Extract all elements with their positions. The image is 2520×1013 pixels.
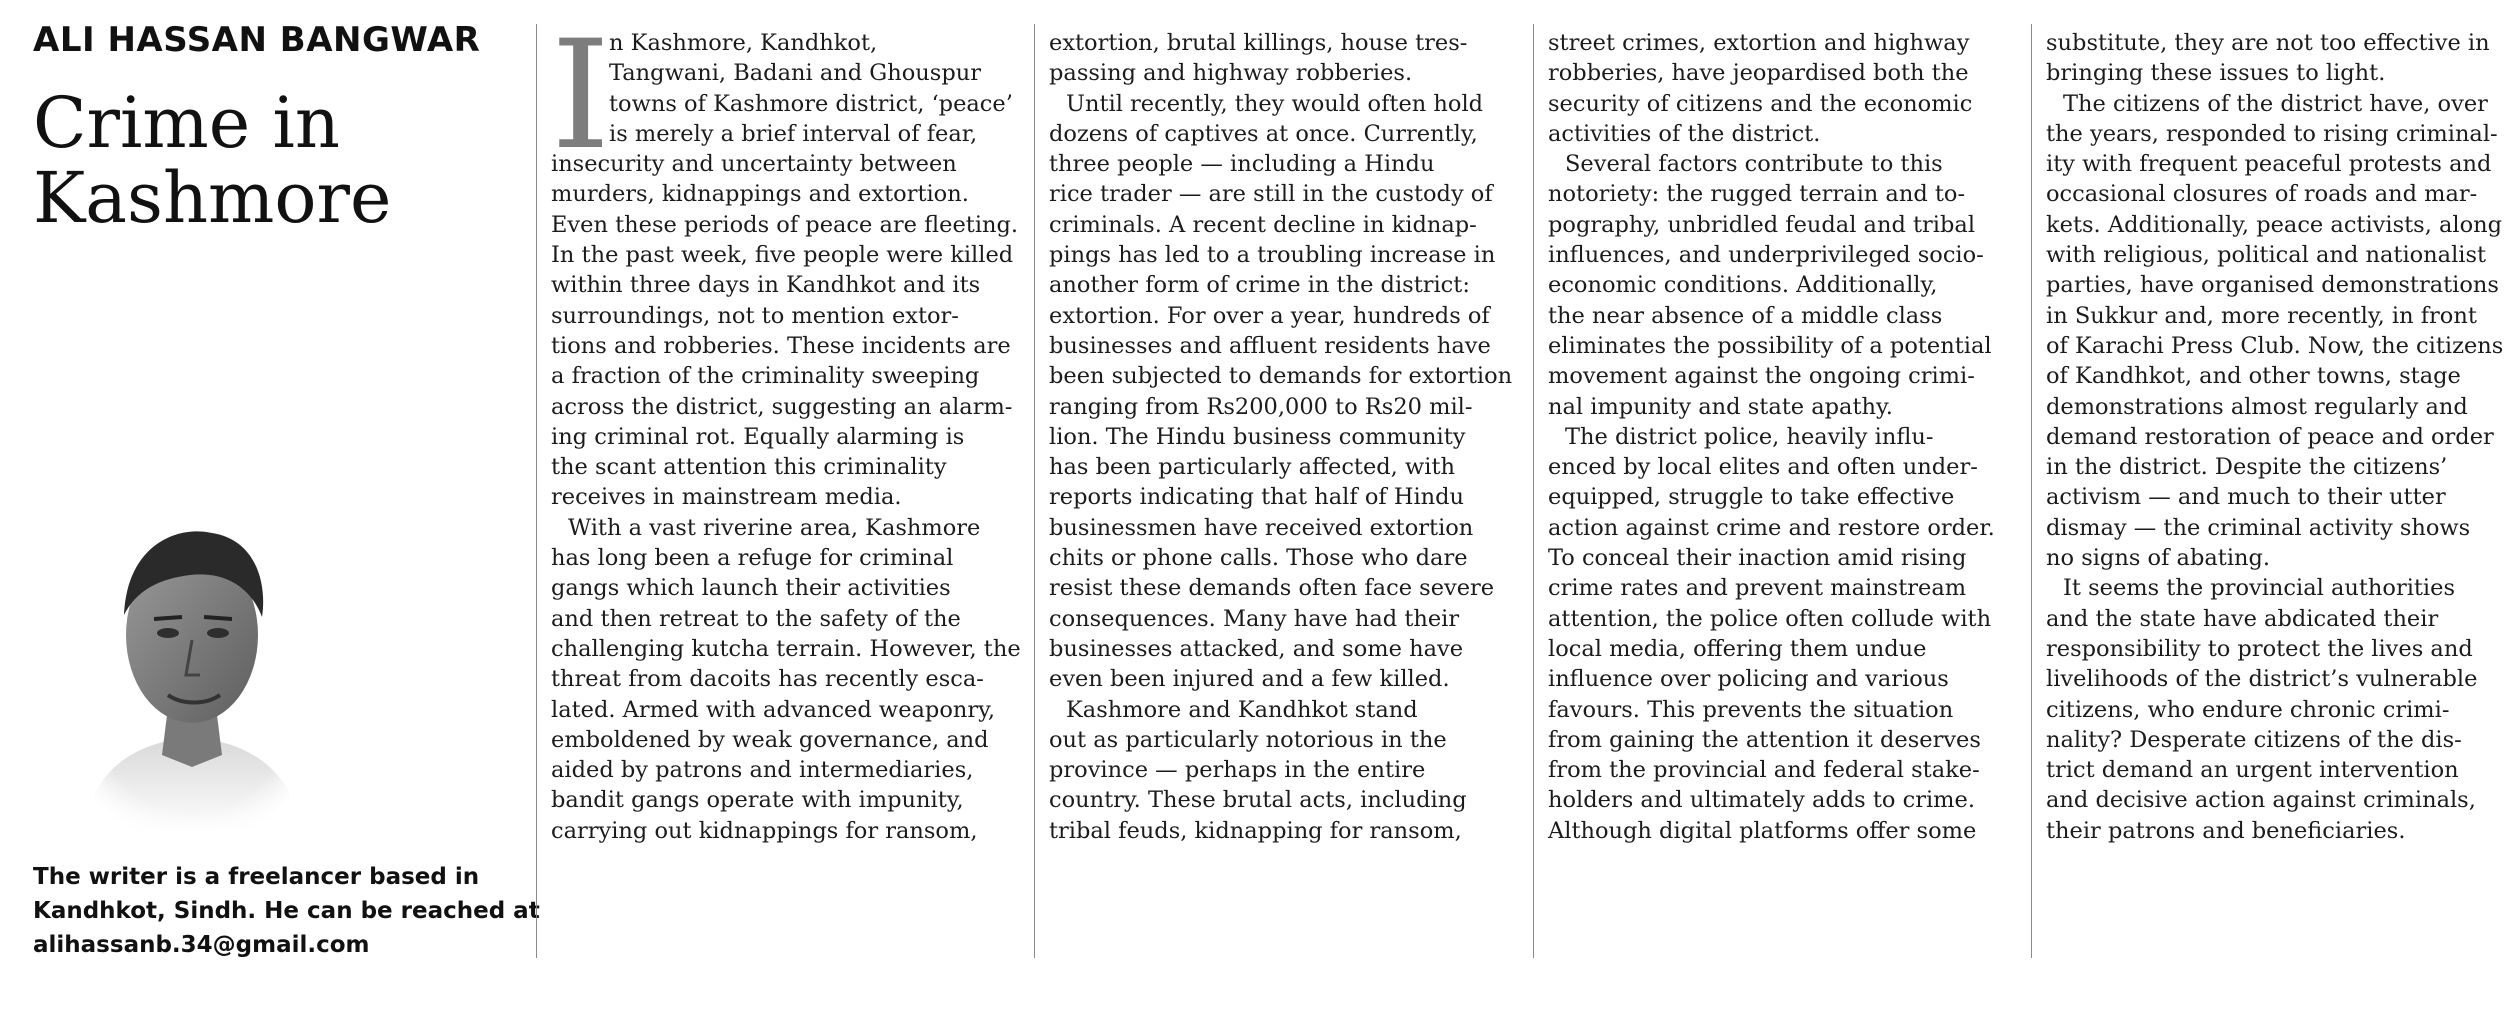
text-line: influence over policing and various <box>1548 666 1949 693</box>
text-line: bandit gangs operate with impunity, <box>551 787 964 814</box>
text-line: resist these demands often face severe <box>1049 575 1495 602</box>
text-line: the years, responded to rising criminal- <box>2046 120 2498 147</box>
text-line: occasional closures of roads and mar- <box>2046 181 2478 208</box>
drop-cap: I <box>551 9 611 183</box>
text-line: in the district. Despite the citizens’ <box>2046 454 2448 481</box>
text-line: threat from dacoits has recently esca- <box>551 666 984 693</box>
text-line: nality? Desperate citizens of the dis- <box>2046 726 2462 753</box>
text-line: extortion. For over a year, hundreds of <box>1049 302 1490 329</box>
text-line: rice trader — are still in the custody of <box>1049 181 1493 208</box>
article-column-3 <box>1548 28 2034 846</box>
text-line: With a vast riverine area, Kashmore <box>568 514 981 541</box>
text-line: consequences. Many have had their <box>1049 605 1460 632</box>
text-line: The citizens of the district have, over <box>2063 90 2488 117</box>
text-line: aided by patrons and intermediaries, <box>551 757 974 784</box>
text-line: ranging from Rs200,000 to Rs20 mil- <box>1049 393 1473 420</box>
text-line: kets. Additionally, peace activists, along <box>2046 211 2503 238</box>
text-line: been subjected to demands for extortion <box>1049 363 1513 390</box>
text-line: and then retreat to the safety of the <box>551 605 961 632</box>
text-line: the near absence of a middle class <box>1548 302 1943 329</box>
text-line: has been particularly affected, with <box>1049 454 1455 481</box>
text-line: in Sukkur and, more recently, in front <box>2046 302 2477 329</box>
text-line: extortion, brutal killings, house tres- <box>1049 30 1468 56</box>
text-line: Although digital platforms offer some <box>1548 817 1977 844</box>
text-line: notoriety: the rugged terrain and to- <box>1548 181 1966 208</box>
text-line: no signs of abating. <box>2046 545 2271 572</box>
text-line: parties, have organised demonstrations <box>2046 272 2499 299</box>
text-line: out as particularly notorious in the <box>1049 726 1447 753</box>
text-line: businessmen have received extortion <box>1049 514 1474 541</box>
text-line: chits or phone calls. Those who dare <box>1049 545 1468 572</box>
text-line: criminals. A recent decline in kidnap- <box>1049 211 1477 238</box>
text-line: of Kandhkot, and other towns, stage <box>2046 363 2461 390</box>
text-line: insecurity and uncertainty between <box>551 151 957 178</box>
text-line: surroundings, not to mention extor- <box>551 302 959 329</box>
text-line: across the district, suggesting an alarm- <box>551 393 1013 420</box>
text-line: crime rates and prevent mainstream <box>1548 575 1967 602</box>
text-line: Tangwani, Badani and Ghouspur <box>609 60 981 87</box>
text-line: local media, offering them undue <box>1548 635 1927 662</box>
text-line: and decisive action against criminals, <box>2046 787 2476 814</box>
article-headline: Crime in Kashmore <box>33 82 392 239</box>
text-line: Until recently, they would often hold <box>1066 90 1484 117</box>
text-line: livelihoods of the district’s vulnerable <box>2046 666 2478 693</box>
column-rule <box>536 24 537 958</box>
text-line: tions and robberies. These incidents are <box>551 332 1011 359</box>
text-line: passing and highway robberies. <box>1049 60 1413 87</box>
text-line: It seems the provincial authorities <box>2063 575 2455 602</box>
text-line: robberies, have jeopardised both the <box>1548 60 1969 87</box>
text-line: pings has led to a troubling increase in <box>1049 242 1496 269</box>
text-line: action against crime and restore order. <box>1548 514 1995 541</box>
text-line: of Karachi Press Club. Now, the citizens <box>2046 332 2504 359</box>
text-line: demonstrations almost regularly and <box>2046 393 2468 420</box>
text-line: their patrons and beneficiaries. <box>2046 817 2406 844</box>
article-column-4 <box>2046 28 2520 846</box>
text-line: To conceal their inaction amid rising <box>1548 545 1967 572</box>
text-line: activism — and much to their utter <box>2046 484 2446 511</box>
text-line: lated. Armed with advanced weaponry, <box>551 696 995 723</box>
text-line: security of citizens and the economic <box>1548 90 1973 117</box>
text-line: emboldened by weak governance, and <box>551 726 989 753</box>
text-line: receives in mainstream media. <box>551 484 902 511</box>
text-line: murders, kidnappings and extortion. <box>551 181 969 208</box>
text-line: the scant attention this criminality <box>551 454 947 481</box>
text-line: demand restoration of peace and order <box>2046 423 2494 450</box>
text-line: within three days in Kandhkot and its <box>551 272 981 299</box>
text-line: activities of the district. <box>1548 120 1821 147</box>
text-line: favours. This prevents the situation <box>1548 696 1954 723</box>
text-line: economic conditions. Additionally, <box>1548 272 1938 299</box>
text-line: ity with frequent peaceful protests and <box>2046 151 2492 178</box>
text-line: Kashmore and Kandhkot stand <box>1066 696 1418 723</box>
text-line: dozens of captives at once. Currently, <box>1049 120 1478 147</box>
text-line: bringing these issues to light. <box>2046 60 2386 87</box>
text-line: a fraction of the criminality sweeping <box>551 363 980 390</box>
text-line: challenging kutcha terrain. However, the <box>551 635 1021 662</box>
text-line: Several factors contribute to this <box>1565 151 1943 178</box>
text-line: pography, unbridled feudal and tribal <box>1548 211 1976 238</box>
text-line: even been injured and a few killed. <box>1049 666 1450 693</box>
text-line: equipped, struggle to take effective <box>1548 484 1955 511</box>
text-line: businesses and affluent residents have <box>1049 332 1491 359</box>
article-column-2 <box>1049 28 1535 846</box>
text-line: with religious, political and nationalist <box>2046 242 2487 269</box>
text-line: n Kashmore, Kandhkot, <box>609 30 878 56</box>
bio-email: alihassanb.34@gmail.com <box>33 932 370 958</box>
text-line: The district police, heavily influ- <box>1565 423 1934 450</box>
author-byline: ALI HASSAN BANGWAR <box>33 20 481 60</box>
text-line: responsibility to protect the lives and <box>2046 635 2473 662</box>
text-line: movement against the ongoing crimi- <box>1548 363 1975 390</box>
text-line: substitute, they are not too effective in <box>2046 30 2490 56</box>
text-line: lion. The Hindu business community <box>1049 423 1466 450</box>
text-line: street crimes, extortion and highway <box>1548 30 1970 56</box>
text-line: businesses attacked, and some have <box>1049 635 1464 662</box>
text-line: trict demand an urgent intervention <box>2046 757 2459 784</box>
text-line: three people — including a Hindu <box>1049 151 1435 178</box>
author-bio <box>33 860 540 962</box>
text-line: Even these periods of peace are fleeting. <box>551 211 1019 238</box>
author-portrait <box>72 505 312 835</box>
text-line: ing criminal rot. Equally alarming is <box>551 423 965 450</box>
text-line: holders and ultimately adds to crime. <box>1548 787 1975 814</box>
text-line: another form of crime in the district: <box>1049 272 1470 299</box>
text-line: enced by local elites and often under- <box>1548 454 1978 481</box>
text-line: and the state have abdicated their <box>2046 605 2439 632</box>
bio-line: The writer is a freelancer based in <box>33 864 480 890</box>
text-line: country. These brutal acts, including <box>1049 787 1467 814</box>
text-line: influences, and underprivileged socio- <box>1548 242 1984 269</box>
text-line: province — perhaps in the entire <box>1049 757 1426 784</box>
text-line: from the provincial and federal stake- <box>1548 757 1980 784</box>
text-line: attention, the police often collude with <box>1548 605 1992 632</box>
text-line: In the past week, five people were killed <box>551 242 1014 269</box>
text-line: carrying out kidnappings for ransom, <box>551 817 978 844</box>
text-line: nal impunity and state apathy. <box>1548 393 1893 420</box>
text-line: reports indicating that half of Hindu <box>1049 484 1465 511</box>
text-line: dismay — the criminal activity shows <box>2046 514 2471 541</box>
text-line: eliminates the possibility of a potential <box>1548 332 1992 359</box>
bio-line: Kandhkot, Sindh. He can be reached at <box>33 898 540 924</box>
text-line: tribal feuds, kidnapping for ransom, <box>1049 817 1462 844</box>
text-line: is merely a brief interval of fear, <box>609 120 978 147</box>
text-line: towns of Kashmore district, ‘peace’ <box>609 90 1013 117</box>
article-column-1 <box>551 9 1037 846</box>
text-line: citizens, who endure chronic crimi- <box>2046 696 2450 723</box>
text-line: from gaining the attention it deserves <box>1548 726 1981 753</box>
text-line: has long been a refuge for criminal <box>551 545 954 572</box>
text-line: gangs which launch their activities <box>551 575 951 602</box>
